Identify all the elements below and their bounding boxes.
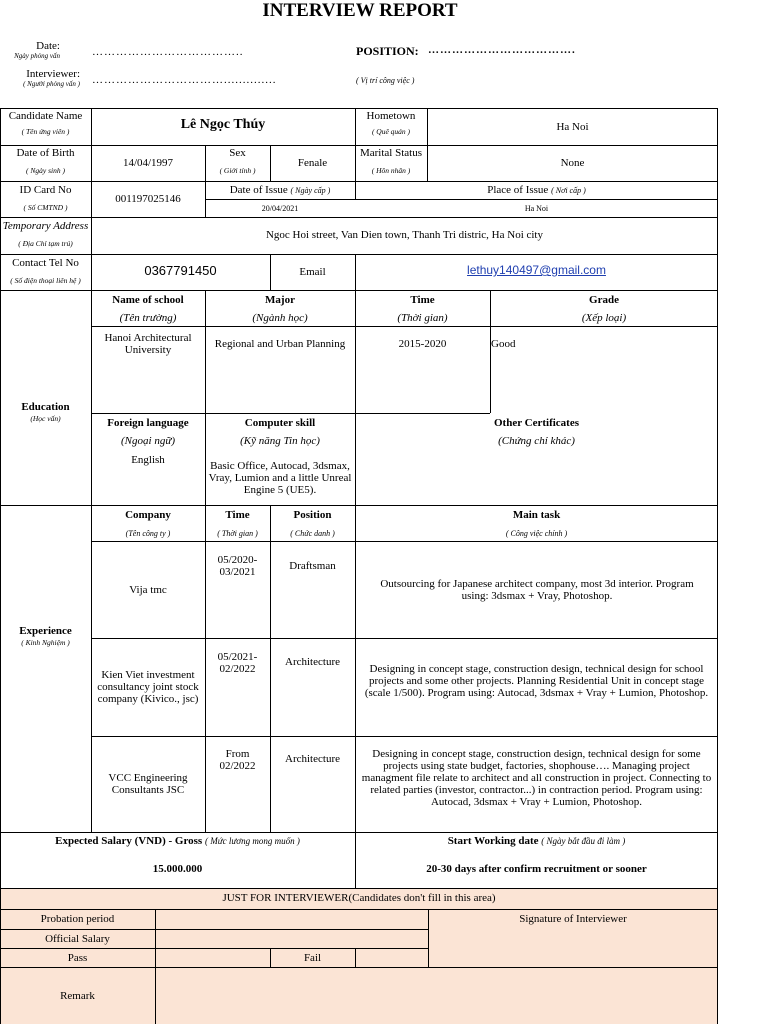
task-header: Main task xyxy=(512,509,561,521)
issue-date-sublabel: ( Ngày cấp ) xyxy=(290,186,331,195)
grade-subheader: (Xếp loại) xyxy=(581,312,627,324)
certificates-header: Other Certificates xyxy=(493,417,579,429)
sex-value[interactable]: Fenale xyxy=(297,157,328,169)
salary-value[interactable]: 15.000.000 xyxy=(152,863,203,875)
dob-label-text: Date of Birth xyxy=(16,147,75,159)
certificates-subheader: (Chứng chỉ khác) xyxy=(498,435,575,447)
interviewer-banner: JUST FOR INTERVIEWER(Candidates don't fill in this area) xyxy=(222,892,496,904)
company-header: Company xyxy=(125,509,171,521)
pass-label: Pass xyxy=(67,952,88,964)
major-value[interactable]: Regional and Urban Planning xyxy=(214,338,346,350)
major-subheader: (Ngành học) xyxy=(252,312,308,324)
edu-time-value[interactable]: 2015-2020 xyxy=(398,338,447,350)
start-date-value[interactable]: 20-30 days after confirm recruitment or sooner xyxy=(426,863,647,875)
marital-label-text: Marital Status xyxy=(359,147,423,159)
exp-task[interactable]: Designing in concept stage, construction design, technical design for school projects and some other projects. Planning Residential Unit in concept stage (scale 1/500). Program using: Autocad, 3dsmax + Vray + Lumion, Photoshop. xyxy=(364,663,709,699)
hometown-value[interactable]: Ha Noi xyxy=(556,121,589,133)
exp-company[interactable]: VCC Engineering Consultants JSC xyxy=(108,772,188,796)
computer-skill-subheader: (Kỹ năng Tin học) xyxy=(240,435,320,447)
grade-header: Grade xyxy=(589,294,619,306)
salary-label-text: Expected Salary (VND) - Gross xyxy=(55,835,203,847)
salary-label xyxy=(0,835,355,847)
company-subheader: (Tên công ty ) xyxy=(125,529,171,538)
address-label-text: Temporary Address xyxy=(2,220,89,232)
address-label xyxy=(0,220,91,250)
interviewer-sublabel: ( Người phỏng vấn ) xyxy=(23,80,80,88)
id-card-label-text: ID Card No xyxy=(19,184,72,196)
hometown-label xyxy=(355,110,427,138)
hometown-label-text: Hometown xyxy=(366,110,416,122)
school-subheader: (Tên trường) xyxy=(119,312,177,324)
language-value[interactable]: English xyxy=(131,454,165,466)
marital-sublabel: ( Hôn nhân ) xyxy=(371,166,411,175)
school-header: Name of school xyxy=(112,294,184,306)
interviewer-label: Interviewer: xyxy=(26,68,80,80)
exp-position[interactable]: Architecture xyxy=(285,753,340,765)
date-field[interactable]: ……………………………….. xyxy=(92,46,244,58)
computer-skill-value[interactable]: Basic Office, Autocad, 3dsmax, Vray, Lumion and a little Unreal Engine 5 (UE5). xyxy=(208,460,352,496)
dob-sublabel: ( Ngày sinh ) xyxy=(26,166,65,175)
tel-label xyxy=(0,257,91,287)
candidate-name-value[interactable]: Lê Ngọc Thúy xyxy=(180,117,266,132)
exp-task[interactable]: Outsourcing for Japanese architect company, most 3d interior. Program using: 3dsmax + Vray, Photoshop. xyxy=(380,578,694,602)
email-link[interactable]: lethuy140497@gmail.com xyxy=(467,263,606,277)
fail-label: Fail xyxy=(303,952,322,964)
exp-time[interactable]: 05/2020-03/2021 xyxy=(217,554,258,578)
date-sublabel: Ngày phỏng vấn xyxy=(14,52,60,60)
dob-label xyxy=(0,147,91,177)
exp-company[interactable]: Vija tmc xyxy=(129,584,167,596)
tel-sublabel: ( Số điện thoại liên hệ ) xyxy=(10,276,81,285)
exp-position[interactable]: Draftsman xyxy=(289,560,336,572)
marital-label xyxy=(355,147,427,177)
issue-place-label-text: Place of Issue xyxy=(487,184,549,196)
education-sublabel: (Học vấn) xyxy=(30,414,61,423)
experience-label-text: Experience xyxy=(19,625,72,637)
computer-skill-header: Computer skill xyxy=(244,417,316,429)
issue-date-label-text: Date of Issue xyxy=(229,184,288,196)
issue-place-sublabel: ( Nơi cấp ) xyxy=(551,186,586,195)
exp-time[interactable]: 05/2021-02/2022 xyxy=(217,651,258,675)
candidate-name-label xyxy=(0,110,91,138)
grade-value[interactable]: Good xyxy=(491,338,516,350)
tel-label-text: Contact Tel No xyxy=(12,257,79,269)
official-salary-label: Official Salary xyxy=(45,933,110,945)
email-label: Email xyxy=(299,266,326,278)
position-subheader: ( Chức danh ) xyxy=(290,529,335,538)
sex-sublabel: ( Giới tính ) xyxy=(219,166,256,175)
position-sublabel: ( Vị trí công việc ) xyxy=(356,76,415,85)
exp-task[interactable]: Designing in concept stage, construction design, technical design for some projects using state budget, factories, shophouse…. Managing project managment file relate to architect and all construction in project. Connecting to related parties (investor, contractor...) in contraction period. Program using: Autocad, 3dsmax + Vray + Lumion, Photoshop. xyxy=(361,748,712,808)
salary-sublabel: ( Mức lương mong muốn ) xyxy=(204,836,300,846)
position-label: POSITION: xyxy=(356,44,419,58)
exp-position[interactable]: Architecture xyxy=(285,656,340,668)
education-label-text: Education xyxy=(21,401,70,413)
education-label xyxy=(0,401,91,425)
sex-label-text: Sex xyxy=(229,147,246,159)
id-card-sublabel: ( Số CMTND ) xyxy=(23,203,68,212)
experience-sublabel: ( Kinh Nghiệm ) xyxy=(21,638,70,647)
issue-date-value[interactable]: 20/04/2021 xyxy=(261,204,299,213)
exp-company[interactable]: Kien Viet investment consultancy joint stock company (Kivico., jsc) xyxy=(97,669,199,705)
exp-time[interactable]: From 02/2022 xyxy=(219,748,256,772)
date-label: Date: xyxy=(36,40,60,52)
school-value[interactable]: Hanoi Architectural University xyxy=(104,332,192,356)
interviewer-field[interactable]: …………………………….............. xyxy=(92,74,277,86)
address-sublabel: ( Địa Chỉ tạm trú) xyxy=(18,239,73,248)
page-title: INTERVIEW REPORT xyxy=(262,0,458,21)
exp-time-subheader: ( Thời gian ) xyxy=(217,529,258,538)
edu-time-header: Time xyxy=(410,294,435,306)
start-date-label xyxy=(355,835,718,847)
candidate-name-sublabel: ( Tên ứng viên ) xyxy=(21,127,70,136)
signature-label: Signature of Interviewer xyxy=(519,913,627,925)
position-field[interactable]: ………………………………. xyxy=(428,44,576,56)
edu-time-subheader: (Thời gian) xyxy=(397,312,448,324)
tel-value[interactable]: 0367791450 xyxy=(144,263,217,278)
probation-label: Probation period xyxy=(40,913,115,925)
candidate-name-label-text: Candidate Name xyxy=(8,110,83,122)
address-value[interactable]: Ngoc Hoi street, Van Dien town, Thanh Tri distric, Ha Noi city xyxy=(265,229,543,241)
start-date-sublabel: ( Ngày bắt đầu đi làm ) xyxy=(541,836,626,846)
position-header: Position xyxy=(293,509,332,521)
hometown-sublabel: ( Quê quán ) xyxy=(371,127,411,136)
start-date-label-text: Start Working date xyxy=(447,835,539,847)
exp-time-header: Time xyxy=(225,509,250,521)
issue-place-value[interactable]: Ha Noi xyxy=(524,204,549,213)
major-header: Major xyxy=(265,294,295,306)
remark-label: Remark xyxy=(60,990,95,1002)
task-subheader: ( Công việc chính ) xyxy=(505,529,568,538)
marital-value[interactable]: None xyxy=(560,157,585,169)
sex-label xyxy=(205,147,270,177)
experience-label xyxy=(0,625,91,649)
id-card-value[interactable]: 001197025146 xyxy=(115,193,181,205)
language-subheader: (Ngoại ngữ) xyxy=(121,435,175,447)
issue-place-label xyxy=(355,184,718,197)
issue-date-label xyxy=(205,184,355,197)
language-header: Foreign language xyxy=(107,417,189,429)
id-card-label xyxy=(0,184,91,214)
dob-value[interactable]: 14/04/1997 xyxy=(122,157,174,169)
